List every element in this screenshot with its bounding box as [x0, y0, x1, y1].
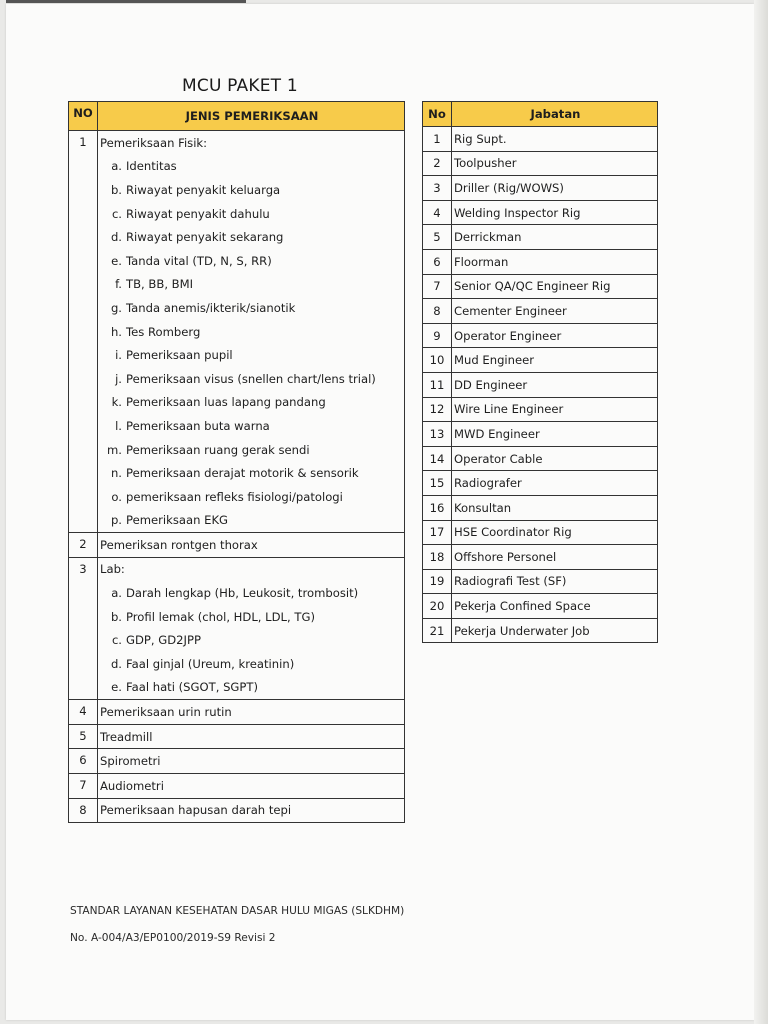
exam-subitem-text: Riwayat penyakit dahulu: [126, 206, 270, 221]
exam-subitem-letter: e.: [111, 680, 122, 695]
job-row-number: 8: [423, 299, 452, 324]
exam-subitem: [98, 296, 405, 320]
exam-subitem-row: [69, 485, 405, 509]
exam-subitem-text: Identitas: [126, 159, 177, 174]
job-row-number: 9: [423, 323, 452, 348]
exam-subitem: [98, 367, 405, 391]
job-row: [423, 594, 658, 619]
exam-subitem-row: [69, 414, 405, 438]
exam-subitem: [98, 485, 405, 509]
job-row-number: 18: [423, 545, 452, 570]
exam-subitem-letter: d.: [110, 656, 122, 671]
exam-row-number: 4: [69, 700, 98, 725]
job-row: [423, 151, 658, 176]
job-row-number: 13: [423, 422, 452, 447]
exam-subitem-text: Faal ginjal (Ureum, kreatinin): [126, 656, 295, 671]
job-row: [423, 348, 658, 373]
exam-subitem-row: [69, 296, 405, 320]
exam-subitem-row: [69, 249, 405, 273]
exam-subitem: [98, 391, 405, 415]
exam-subitem-text: GDP, GD2JPP: [126, 633, 201, 648]
exam-row-number: 8: [69, 798, 98, 823]
job-row-number: 3: [423, 176, 452, 201]
exam-subitem-letter: i.: [115, 348, 122, 363]
exam-subitem-text: Darah lengkap (Hb, Leukosit, trombosit): [126, 586, 359, 601]
exam-subitem-text: Pemeriksaan visus (snellen chart/lens trial): [126, 371, 376, 386]
job-row-title: Offshore Personel: [452, 545, 658, 570]
exam-subitem-row: [69, 273, 405, 297]
job-row-title: Driller (Rig/WOWS): [452, 176, 658, 201]
exam-subitem-text: Riwayat penyakit sekarang: [126, 230, 284, 245]
job-row-number: 20: [423, 594, 452, 619]
exam-subitem-letter: g.: [110, 300, 122, 315]
exam-subitem: [98, 581, 405, 605]
exam-subitem-row: [69, 225, 405, 249]
job-row-number: 11: [423, 372, 452, 397]
exam-subitem-text: Tanda anemis/ikterik/sianotik: [126, 300, 296, 315]
exam-subitem-letter: k.: [111, 395, 122, 410]
job-row: [423, 299, 658, 324]
job-row: [423, 495, 658, 520]
exam-row: [69, 774, 405, 799]
job-row-title: Radiografi Test (SF): [452, 569, 658, 594]
job-row-title: Derrickman: [452, 225, 658, 250]
exam-row-number: 1: [69, 131, 98, 533]
job-row-title: MWD Engineer: [452, 422, 658, 447]
exam-subitem-row: [69, 343, 405, 367]
exam-subitem-letter: p.: [110, 513, 122, 528]
exam-subitem-letter: c.: [111, 633, 122, 648]
exam-row: [69, 724, 405, 749]
job-table-body: [423, 127, 658, 643]
exam-row-label: Pemeriksaan hapusan darah tepi: [98, 798, 405, 823]
job-table: [422, 101, 658, 643]
exam-table: [68, 101, 405, 823]
job-row: [423, 618, 658, 643]
job-row: [423, 127, 658, 152]
exam-subitem-row: [69, 628, 405, 652]
exam-subitem: [98, 273, 405, 297]
job-row-title: HSE Coordinator Rig: [452, 520, 658, 545]
job-row: [423, 176, 658, 201]
job-row-number: 5: [423, 225, 452, 250]
exam-row-label: Treadmill: [98, 724, 405, 749]
job-header-item: Jabatan: [452, 102, 658, 127]
job-row-title: Operator Cable: [452, 446, 658, 471]
exam-table-header: [69, 102, 405, 131]
footer-document-number: No. A-004/A3/EP0100/2019-S9 Revisi 2: [70, 932, 276, 944]
exam-header-item: JENIS PEMERIKSAAN: [98, 102, 405, 131]
exam-subitem: [98, 652, 405, 676]
exam-row-label: Lab:: [98, 557, 405, 581]
exam-subitem-row: [69, 178, 405, 202]
exam-subitem-row: [69, 605, 405, 629]
job-row: [423, 323, 658, 348]
exam-subitem-letter: l.: [115, 418, 122, 433]
exam-subitem-text: Faal hati (SGOT, SGPT): [126, 680, 259, 695]
job-row-number: 6: [423, 249, 452, 274]
exam-table-body: [69, 131, 405, 823]
job-row: [423, 471, 658, 496]
job-row-number: 10: [423, 348, 452, 373]
exam-row-label: Spirometri: [98, 749, 405, 774]
exam-row-label: Pemeriksaan Fisik:: [98, 131, 405, 155]
job-row-number: 14: [423, 446, 452, 471]
exam-subitem-letter: b.: [110, 182, 122, 197]
exam-subitem: [98, 509, 405, 533]
job-header-no: No: [423, 102, 452, 127]
exam-subitem-text: Profil lemak (chol, HDL, LDL, TG): [126, 609, 315, 624]
exam-subitem-row: [69, 367, 405, 391]
exam-subitem-letter: o.: [111, 489, 122, 504]
exam-subitem: [98, 628, 405, 652]
exam-subitem: [98, 202, 405, 226]
exam-subitem-row: [69, 438, 405, 462]
job-row-title: Toolpusher: [452, 151, 658, 176]
job-row: [423, 200, 658, 225]
job-row-title: Cementer Engineer: [452, 299, 658, 324]
job-row: [423, 372, 658, 397]
job-row-title: Senior QA/QC Engineer Rig: [452, 274, 658, 299]
job-row-title: Pekerja Underwater Job: [452, 618, 658, 643]
exam-subitem: [98, 249, 405, 273]
job-table-header: [423, 102, 658, 127]
exam-row-label: Audiometri: [98, 774, 405, 799]
job-row-number: 21: [423, 618, 452, 643]
exam-subitem: [98, 461, 405, 485]
exam-subitem: [98, 320, 405, 344]
exam-row: [69, 798, 405, 823]
footer-standard-title: STANDAR LAYANAN KESEHATAN DASAR HULU MIGAS (SLKDHM): [70, 905, 405, 917]
job-row-number: 2: [423, 151, 452, 176]
job-row-title: Konsultan: [452, 495, 658, 520]
exam-row: [69, 557, 405, 581]
job-row: [423, 397, 658, 422]
job-row: [423, 225, 658, 250]
job-row-number: 1: [423, 127, 452, 152]
exam-subitem-text: Pemeriksaan derajat motorik & sensorik: [126, 466, 359, 481]
exam-subitem: [98, 178, 405, 202]
exam-row-label: Pemeriksaan urin rutin: [98, 700, 405, 725]
exam-row-label: Pemeriksan rontgen thorax: [98, 533, 405, 558]
exam-subitem-text: Pemeriksaan buta warna: [126, 418, 270, 433]
exam-subitem-text: Pemeriksaan pupil: [126, 348, 233, 363]
exam-subitem-letter: c.: [111, 206, 122, 221]
exam-row-number: 2: [69, 533, 98, 558]
exam-subitem-letter: f.: [115, 277, 122, 292]
job-row-title: Pekerja Confined Space: [452, 594, 658, 619]
job-row-title: Floorman: [452, 249, 658, 274]
scan-edge-shadow: [754, 0, 768, 1024]
exam-subitem: [98, 343, 405, 367]
job-row: [423, 520, 658, 545]
job-row: [423, 274, 658, 299]
job-row-number: 15: [423, 471, 452, 496]
exam-subitem-row: [69, 652, 405, 676]
exam-subitem-row: [69, 155, 405, 179]
exam-row-number: 3: [69, 557, 98, 700]
job-row-title: DD Engineer: [452, 372, 658, 397]
job-row-number: 7: [423, 274, 452, 299]
exam-row-number: 7: [69, 774, 98, 799]
job-row: [423, 249, 658, 274]
exam-subitem-text: Tes Romberg: [126, 324, 201, 339]
exam-subitem-letter: j.: [115, 371, 122, 386]
exam-subitem-row: [69, 202, 405, 226]
scan-edge-mark: [6, 0, 246, 3]
exam-row-number: 6: [69, 749, 98, 774]
exam-subitem: [98, 438, 405, 462]
exam-row-number: 5: [69, 724, 98, 749]
job-row-title: Rig Supt.: [452, 127, 658, 152]
exam-subitem-letter: d.: [110, 230, 122, 245]
exam-header-no: NO: [69, 102, 98, 131]
exam-subitem-text: Pemeriksaan luas lapang pandang: [126, 395, 326, 410]
exam-subitem-text: Pemeriksaan ruang gerak sendi: [126, 442, 310, 457]
exam-subitem-letter: a.: [111, 586, 122, 601]
exam-subitem-text: Pemeriksaan EKG: [126, 513, 229, 528]
exam-subitem-letter: e.: [111, 253, 122, 268]
exam-subitem-row: [69, 509, 405, 533]
exam-subitem-row: [69, 391, 405, 415]
exam-subitem: [98, 414, 405, 438]
exam-subitem-letter: a.: [111, 159, 122, 174]
exam-row: [69, 533, 405, 558]
job-row-number: 12: [423, 397, 452, 422]
job-row-title: Radiografer: [452, 471, 658, 496]
job-row-number: 16: [423, 495, 452, 520]
exam-subitem: [98, 605, 405, 629]
job-row-title: Welding Inspector Rig: [452, 200, 658, 225]
job-row-title: Operator Engineer: [452, 323, 658, 348]
exam-subitem-text: pemeriksaan refleks fisiologi/patologi: [126, 489, 343, 504]
job-row-number: 17: [423, 520, 452, 545]
exam-row: [69, 700, 405, 725]
exam-subitem: [98, 155, 405, 179]
job-row: [423, 545, 658, 570]
exam-subitem-letter: n.: [110, 466, 122, 481]
job-row-title: Wire Line Engineer: [452, 397, 658, 422]
exam-subitem: [98, 676, 405, 700]
job-row: [423, 446, 658, 471]
exam-subitem-text: TB, BB, BMI: [126, 277, 194, 292]
exam-row: [69, 131, 405, 155]
exam-subitem-letter: h.: [110, 324, 122, 339]
exam-subitem-row: [69, 676, 405, 700]
job-row: [423, 422, 658, 447]
exam-row: [69, 749, 405, 774]
exam-subitem-text: Riwayat penyakit keluarga: [126, 182, 281, 197]
job-row-title: Mud Engineer: [452, 348, 658, 373]
job-row-number: 19: [423, 569, 452, 594]
exam-subitem: [98, 225, 405, 249]
exam-subitem-row: [69, 461, 405, 485]
job-row-number: 4: [423, 200, 452, 225]
exam-subitem-letter: b.: [110, 609, 122, 624]
page-title: MCU PAKET 1: [182, 76, 298, 96]
exam-subitem-letter: m.: [107, 442, 122, 457]
job-row: [423, 569, 658, 594]
exam-subitem-row: [69, 320, 405, 344]
exam-subitem-row: [69, 581, 405, 605]
exam-subitem-text: Tanda vital (TD, N, S, RR): [126, 253, 272, 268]
